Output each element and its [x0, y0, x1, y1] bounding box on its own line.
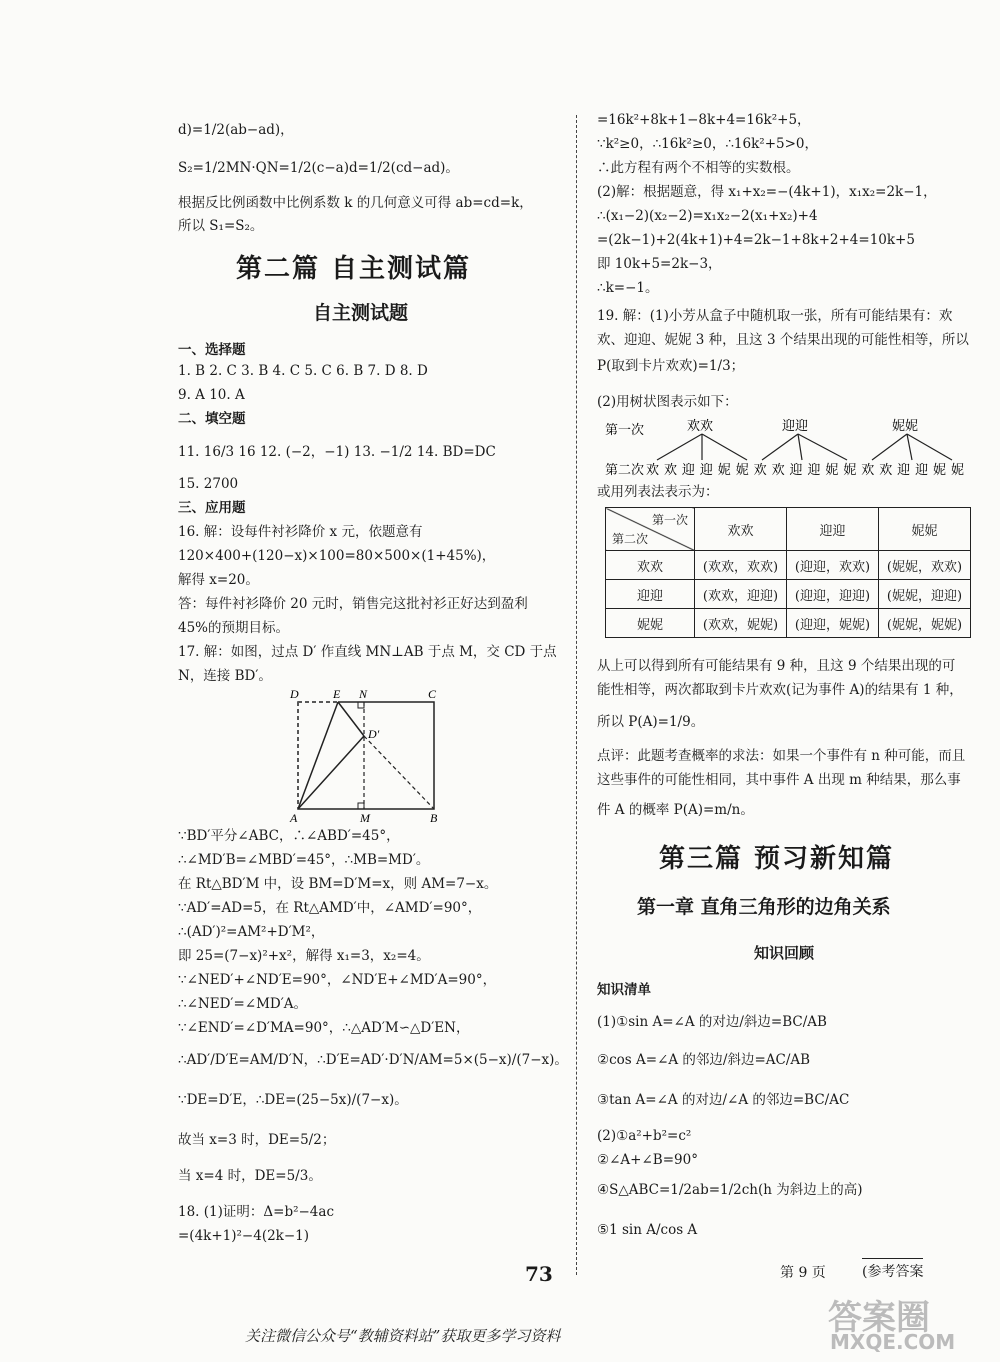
section-title: 自主测试题: [313, 302, 409, 324]
table-cell: (欢欢，妮妮): [695, 609, 787, 638]
text-line: =(2k−1)+2(4k+1)+4=2k−1+8k+2+4=10k+5: [597, 232, 915, 248]
label-e: E: [333, 688, 341, 701]
table-cell: (欢欢，迎迎): [695, 580, 787, 609]
formula-line: ②∠A+∠B=90°: [597, 1152, 698, 1168]
text-line: ∵DE=D′E，∴DE=(25−5x)/(7−x)。: [178, 1092, 408, 1108]
segment-ed-prime: [338, 702, 364, 736]
label-d: D: [290, 688, 299, 701]
table-cell: (迎迎，欢欢): [787, 551, 879, 580]
segment-ad-prime: [298, 736, 364, 809]
text-line: 17. 解：如图，过点 D′ 作直线 MN⊥AB 于点 M，交 CD 于点: [178, 644, 557, 660]
table-cell: (妮妮，欢欢): [879, 551, 971, 580]
answer-line: 15. 2700: [178, 476, 239, 492]
corner-second: 第二次: [612, 532, 649, 546]
column-header: 妮妮: [879, 508, 971, 551]
geometry-figure: [286, 688, 446, 826]
label-n: N: [359, 688, 368, 701]
chapter-title: 第一章 直角三角形的边角关系: [637, 896, 891, 918]
subheading: 二、填空题: [178, 411, 246, 427]
section-title: 知识回顾: [754, 944, 815, 962]
table-cell: (妮妮，迎迎): [879, 580, 971, 609]
formula-line: (2)①a²+b²=c²: [597, 1128, 692, 1144]
part-title: 第二篇 自主测试篇: [236, 254, 472, 284]
text-line: ∴k=−1。: [597, 280, 659, 296]
text-line: P(取到卡片欢欢)=1/3；: [597, 358, 745, 374]
text-line: 件 A 的概率 P(A)=m/n。: [597, 802, 754, 818]
text-line: 19. 解：(1)小芳从盒子中随机取一张，所有可能结果有：欢: [597, 308, 953, 324]
watermark-logo: 答案圈: [828, 1298, 930, 1338]
text-line: ∴∠MD′B=∠MBD′=45°，∴MB=MD′。: [178, 852, 430, 868]
tree-node: 妮妮: [892, 418, 919, 433]
text-line: 120×400+(120−x)×100=80×500×(1+45%)，: [178, 548, 496, 564]
right-angle-mark: [358, 702, 364, 708]
text-line: 当 x=4 时，DE=5/3。: [178, 1168, 322, 1184]
text-line: 答：每件衬衫降价 20 元时，销售完这批衬衫正好达到盈利: [178, 596, 528, 612]
text-line: ∴(x₁−2)(x₂−2)=x₁x₂−2(x₁+x₂)+4: [597, 208, 818, 224]
table-cell: (欢欢，欢欢): [695, 551, 787, 580]
tree-first-label: 第一次: [605, 422, 645, 437]
label-d-prime: D′: [368, 727, 380, 741]
text-line: ∴∠NED′=∠MD′A。: [178, 996, 308, 1012]
text-line: (2)解：根据题意，得 x₁+x₂=−(4k+1)，x₁x₂=2k−1，: [597, 184, 937, 200]
subheading: 知识清单: [597, 982, 651, 998]
part-title: 第三篇 预习新知篇: [659, 844, 895, 874]
text-line: ∴(AD′)²=AM²+D′M²，: [178, 924, 325, 940]
formula-line: ⑤1 sin A/cos A: [597, 1222, 698, 1238]
right-angle-mark: [358, 803, 364, 809]
text-line: 所以 S₁=S₂。: [178, 218, 264, 234]
subheading: 三、应用题: [178, 500, 246, 516]
column-divider: [576, 115, 577, 1275]
text-line: 在 Rt△BD′M 中，设 BM=D′M=x，则 AM=7−x。: [178, 876, 498, 892]
text-line: 45%的预期目标。: [178, 620, 290, 636]
text-line: ∵k²≥0，∴16k²≥0，∴16k²+5>0，: [597, 136, 819, 152]
text-line: ∵∠NED′+∠ND′E=90°，∠ND′E+∠MD′A=90°，: [178, 972, 497, 988]
text-line: 即 25=(7−x)²+x²，解得 x₁=3，x₂=4。: [178, 948, 430, 964]
text-line: 故当 x=3 时，DE=5/2；: [178, 1132, 336, 1148]
tree-node: 迎迎: [782, 418, 809, 433]
row-header: 迎迎: [606, 580, 695, 609]
text-line: ∵AD′=AD=5，在 Rt△AMD′中，∠AMD′=90°，: [178, 900, 482, 916]
text-line: 或用列表法表示为：: [597, 484, 719, 500]
answer-tab: (参考答案: [862, 1258, 923, 1281]
row-header: 妮妮: [606, 609, 695, 638]
table-cell: (妮妮，妮妮): [879, 609, 971, 638]
table-header-row: [606, 508, 971, 551]
label-c: C: [428, 688, 437, 701]
text-line: 解得 x=20。: [178, 572, 259, 588]
formula-line: (1)①sin A=∠A 的对边/斜边=BC/AB: [597, 1014, 827, 1030]
table-row: [606, 609, 971, 638]
tree-leaves: 欢欢迎迎妮妮欢欢迎迎妮妮欢欢迎迎妮妮: [646, 462, 964, 477]
text-line: ∵BD′平分∠ABC，∴∠ABD′=45°，: [178, 828, 400, 844]
column-header: 迎迎: [787, 508, 879, 551]
watermark-url: MXQE.COM: [830, 1330, 956, 1354]
text-line: 这些事件的可能性相同，其中事件 A 出现 m 种结果，那么事: [597, 772, 961, 788]
table-row: [606, 551, 971, 580]
answer-line: 1. B 2. C 3. B 4. C 5. C 6. B 7. D 8. D: [178, 363, 428, 379]
text-line: 16. 解：设每件衬衫降价 x 元，依题意有: [178, 524, 423, 540]
segment-bd-prime: [364, 736, 434, 809]
text-line: 根据反比例函数中比例系数 k 的几何意义可得 ab=cd=k，: [178, 195, 533, 211]
subheading: 一、选择题: [178, 342, 246, 358]
formula-line: ②cos A=∠A 的邻边/斜边=AC/AB: [597, 1052, 811, 1068]
table-corner-cell: [606, 508, 695, 551]
page-label: 第 9 页: [780, 1265, 826, 1281]
text-line: 从上可以得到所有可能结果有 9 种，且这 9 个结果出现的可: [597, 658, 956, 674]
text-line: ∴AD′/D′E=AM/D′N，∴D′E=AD′·D′N/AM=5×(5−x)/(7−x)。: [178, 1052, 568, 1068]
text-line: 点评：此题考查概率的求法：如果一个事件有 n 种可能，而且: [597, 748, 966, 764]
text-line: =(4k+1)²−4(2k−1): [178, 1228, 310, 1244]
probability-table: [605, 507, 971, 638]
text-line: 18. (1)证明：Δ=b²−4ac: [178, 1204, 335, 1220]
answer-line: 9. A 10. A: [178, 387, 245, 403]
text-line: (2)用树状图表示如下：: [597, 394, 738, 410]
text-line: 所以 P(A)=1/9。: [597, 714, 705, 730]
corner-first: 第一次: [651, 513, 688, 527]
row-header: 欢欢: [606, 551, 695, 580]
footer-note: 关注微信公众号“教辅资料站”获取更多学习资料: [245, 1327, 561, 1345]
text-line: 即 10k+5=2k−3，: [597, 256, 722, 272]
table-cell: (迎迎，妮妮): [787, 609, 879, 638]
answer-line: 11. 16/3 16 12. (−2，−1) 13. −1/2 14. BD=DC: [178, 444, 496, 460]
table-row: [606, 580, 971, 609]
text-line: 欢、迎迎、妮妮 3 种，且这 3 个结果出现的可能性相等，所以: [597, 332, 969, 348]
text-line: 能性相等，两次都取到卡片欢欢(记为事件 A)的结果有 1 种，: [597, 682, 963, 698]
tree-node: 欢欢: [687, 418, 714, 433]
column-header: 欢欢: [695, 508, 787, 551]
tree-second-label: 第二次: [605, 462, 645, 477]
label-m: M: [360, 811, 370, 825]
text-line: N，连接 BD′。: [178, 668, 272, 684]
text-line: d)=1/2(ab−ad)，: [178, 122, 294, 138]
formula-line: ③tan A=∠A 的对边/∠A 的邻边=BC/AC: [597, 1092, 850, 1108]
segment-ae: [298, 702, 338, 809]
formula-line: ④S△ABC=1/2ab=1/2ch(h 为斜边上的高): [597, 1182, 863, 1198]
text-line: =16k²+8k+1−8k+4=16k²+5，: [597, 112, 811, 128]
text-line: ∴此方程有两个不相等的实数根。: [597, 160, 800, 176]
page-number: 73: [525, 1262, 553, 1286]
tree-diagram: [602, 412, 972, 478]
text-line: S₂=1/2MN·QN=1/2(c−a)d=1/2(cd−ad)。: [178, 160, 459, 176]
label-a: A: [290, 811, 298, 825]
text-line: ∵∠END′=∠D′MA=90°，∴△AD′M∽△D′EN，: [178, 1020, 470, 1036]
table-cell: (迎迎，迎迎): [787, 580, 879, 609]
label-b: B: [430, 811, 438, 825]
